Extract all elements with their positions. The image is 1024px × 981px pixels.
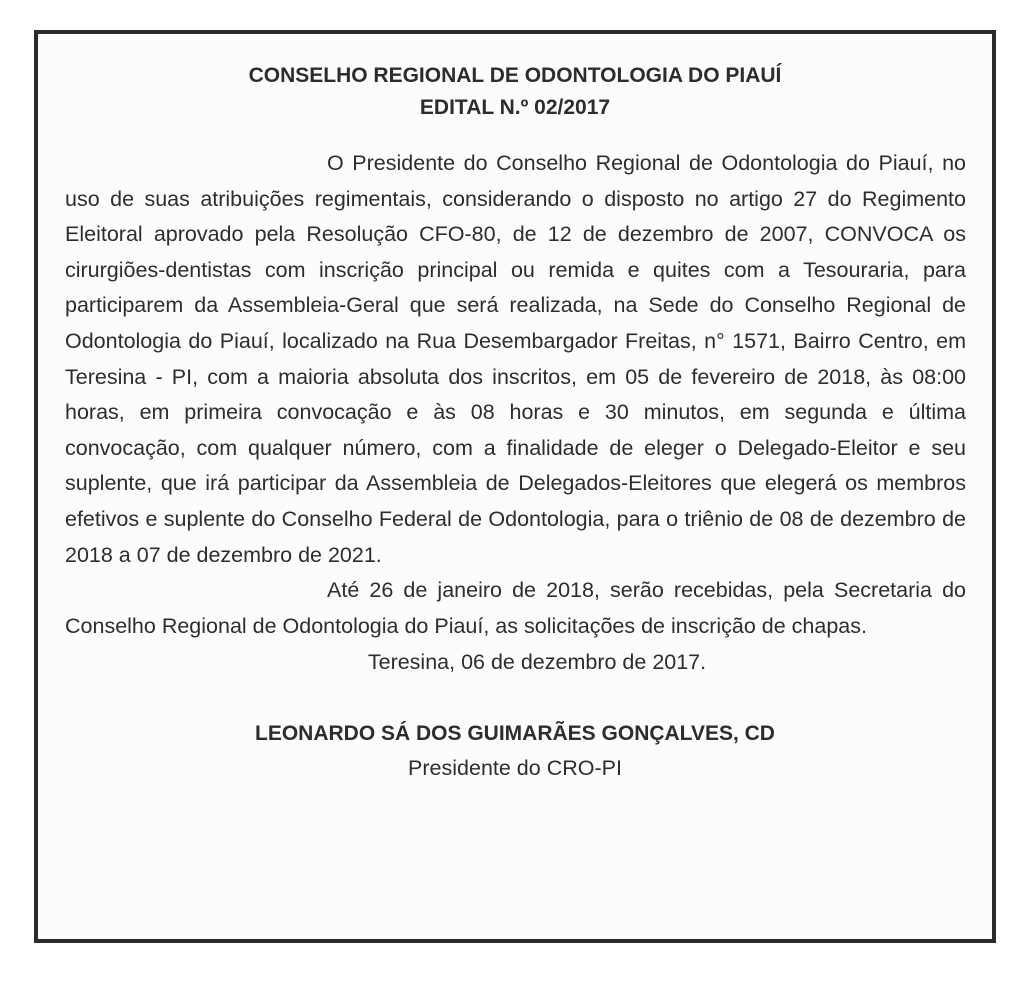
edital-number: EDITAL N.º 02/2017 — [419, 96, 611, 119]
organization-title: CONSELHO REGIONAL DE ODONTOLOGIA DO PIAUÍ — [248, 64, 782, 87]
signatory-role: Presidente do CRO-PI — [408, 756, 622, 781]
notice-heading — [38, 60, 992, 124]
signatory-name: LEONARDO SÁ DOS GUIMARÃES GONÇALVES, CD — [255, 722, 775, 746]
convocation-paragraph: O Presidente do Conselho Regional de Odontologia do Piauí, no uso de suas atribuições regimentais, considerando o disposto no artigo 27 do Regimento Eleitoral aprovado pela Resolução CFO-80, de 12 de dezembro de 2007, CONVOCA os cirurgiões-dentistas com inscrição principal ou remida e quites com a Tesouraria, para participarem da Assembleia-Geral que será realizada, na Sede do Conselho Regional de Odontologia do Piauí, localizado na Rua Desembargador Freitas, n° 1571, Bairro Centro, em Teresina - PI, com a maioria absoluta dos inscritos, em 05 de fevereiro de 2018, às 08:00 horas, em primeira convocação e às 08 horas e 30 minutos, em segunda e última convocação, com qualquer número, com a finalidade de eleger o Delegado-Eleitor e seu suplente, que irá participar da Assembleia de Delegados-Eleitores que elegerá os membros efetivos e suplente do Conselho Federal de Odontologia, para o triênio de 08 de dezembro de 2018 a 07 de dezembro de 2021. — [65, 151, 966, 567]
signature-block — [38, 717, 992, 785]
notice-body — [38, 146, 992, 644]
dateline: Teresina, 06 de dezembro de 2017. — [367, 650, 707, 675]
registration-paragraph: Até 26 de janeiro de 2018, serão recebidas, pela Secretaria do Conselho Regional de Odontologia do Piauí, as solicitações de inscrição de chapas. — [65, 578, 966, 638]
edital-notice — [34, 30, 996, 943]
